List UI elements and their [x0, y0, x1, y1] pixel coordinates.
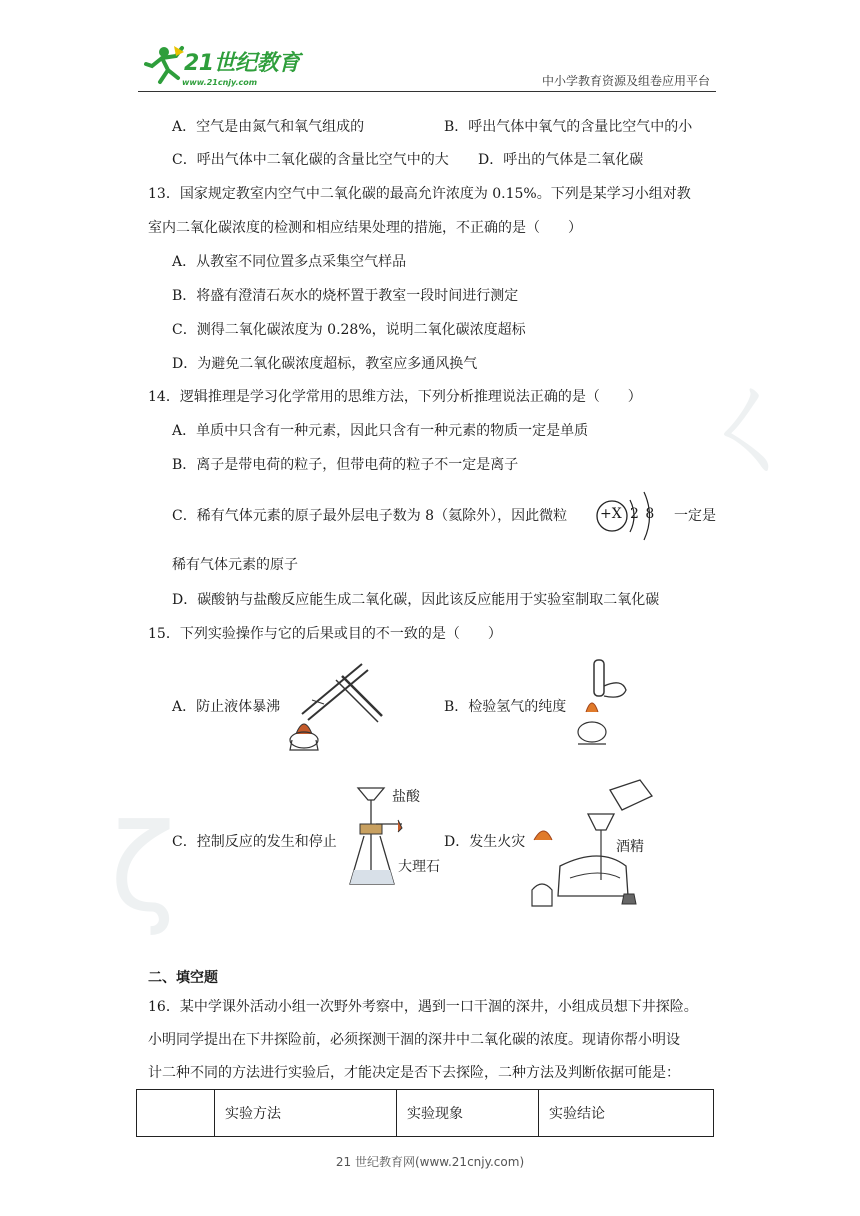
q15-stem: 15．下列实验操作与它的后果或目的不一致的是（ ） — [148, 626, 502, 642]
q13-stem-line2: 室内二氧化碳浓度的检测和相应结果处理的措施，不正确的是（ ） — [148, 220, 582, 236]
logo-url: www.21cnjy.com — [182, 78, 258, 87]
q13-option-b: B．将盛有澄清石灰水的烧杯置于教室一段时间进行测定 — [172, 288, 519, 304]
atom-nucleus-label: +X — [600, 506, 622, 522]
table-header-method: 实验方法 — [215, 1090, 397, 1137]
logo-text: 21世纪教育 — [184, 51, 300, 76]
q12-option-a: A．空气是由氮气和氧气组成的 — [172, 119, 365, 135]
footer: 21 世纪教育网(www.21cnjy.com) — [335, 1155, 525, 1169]
q16-stem-line3: 计二种不同的方法进行实验后，才能决定是否下去探险，二种方法及判断依据可能是： — [148, 1065, 680, 1081]
q14-stem: 14．逻辑推理是学习化学常用的思维方法，下列分析推理说法正确的是（ ） — [148, 389, 642, 405]
header-divider — [138, 91, 716, 92]
table-header-cell — [137, 1090, 215, 1137]
q15-option-d: D．发生火灾 — [444, 834, 526, 850]
q12-option-b: B．呼出气体中氧气的含量比空气中的小 — [444, 119, 693, 135]
runner-logo-icon — [142, 44, 186, 88]
watermark-left: ζ — [110, 800, 176, 939]
q14-option-c: C．稀有气体元素的原子最外层电子数为 8（氦除外），因此微粒 — [172, 508, 568, 524]
heating-test-tube-illustration — [282, 656, 392, 752]
atom-structure-diagram — [592, 486, 668, 546]
q16-stem-line2: 小明同学提出在下井探险前，必须探测干涸的深井中二氧化碳的浓度。现请你帮小明设 — [148, 1032, 680, 1048]
q12-option-c: C．呼出气体中二氧化碳的含量比空气中的大 — [172, 152, 449, 168]
q14-option-c-line2: 稀有气体元素的原子 — [172, 557, 298, 573]
site-tag: 中小学教育资源及组卷应用平台 — [541, 74, 710, 88]
logo — [142, 38, 312, 94]
q15-option-c: C．控制反应的发生和停止 — [172, 834, 337, 850]
q15-option-a: A．防止液体暴沸 — [172, 699, 281, 715]
label-marble: 大理石 — [398, 859, 440, 875]
q12-option-d: D．呼出的气体是二氧化碳 — [478, 152, 644, 168]
q14-option-d: D．碳酸钠与盐酸反应能生成二氧化碳，因此该反应能用于实验室制取二氧化碳 — [172, 592, 660, 608]
q13-option-d: D．为避免二氧化碳浓度超标，教室应多通风换气 — [172, 356, 478, 372]
q14-option-c-tail: 一定是 — [674, 508, 716, 524]
q14-option-a: A．单质中只含有一种元素，因此只含有一种元素的物质一定是单质 — [172, 423, 589, 439]
atom-shell-electrons: 2 8 — [630, 506, 656, 522]
table-header-conclusion: 实验结论 — [539, 1090, 714, 1137]
table-header-phenomenon: 实验现象 — [397, 1090, 539, 1137]
q14-option-b: B．离子是带电荷的粒子，但带电荷的粒子不一定是离子 — [172, 457, 519, 473]
hydrogen-purity-illustration — [572, 656, 632, 752]
q13-stem-line1: 13．国家规定教室内空气中二氧化碳的最高允许浓度为 0.15%。下列是某学习小组对教 — [148, 186, 691, 202]
section-title: 二、填空题 — [148, 970, 218, 986]
table-row — [137, 1090, 714, 1137]
q13-option-a: A．从教室不同位置多点采集空气样品 — [172, 254, 407, 270]
watermark-right: ㄑ — [690, 357, 810, 496]
q15-option-b: B．检验氢气的纯度 — [444, 699, 567, 715]
experiment-table — [136, 1089, 714, 1137]
label-hydrochloric-acid: 盐酸 — [392, 789, 420, 805]
q16-stem-line1: 16．某中学课外活动小组一次野外考察中，遇到一口干涸的深井，小组成员想下井探险。 — [148, 999, 698, 1015]
q13-option-c: C．测得二氧化碳浓度为 0.28%，说明二氧化碳浓度超标 — [172, 322, 526, 338]
alcohol-lamp-refill-illustration — [530, 770, 670, 910]
label-alcohol: 酒精 — [616, 839, 644, 855]
